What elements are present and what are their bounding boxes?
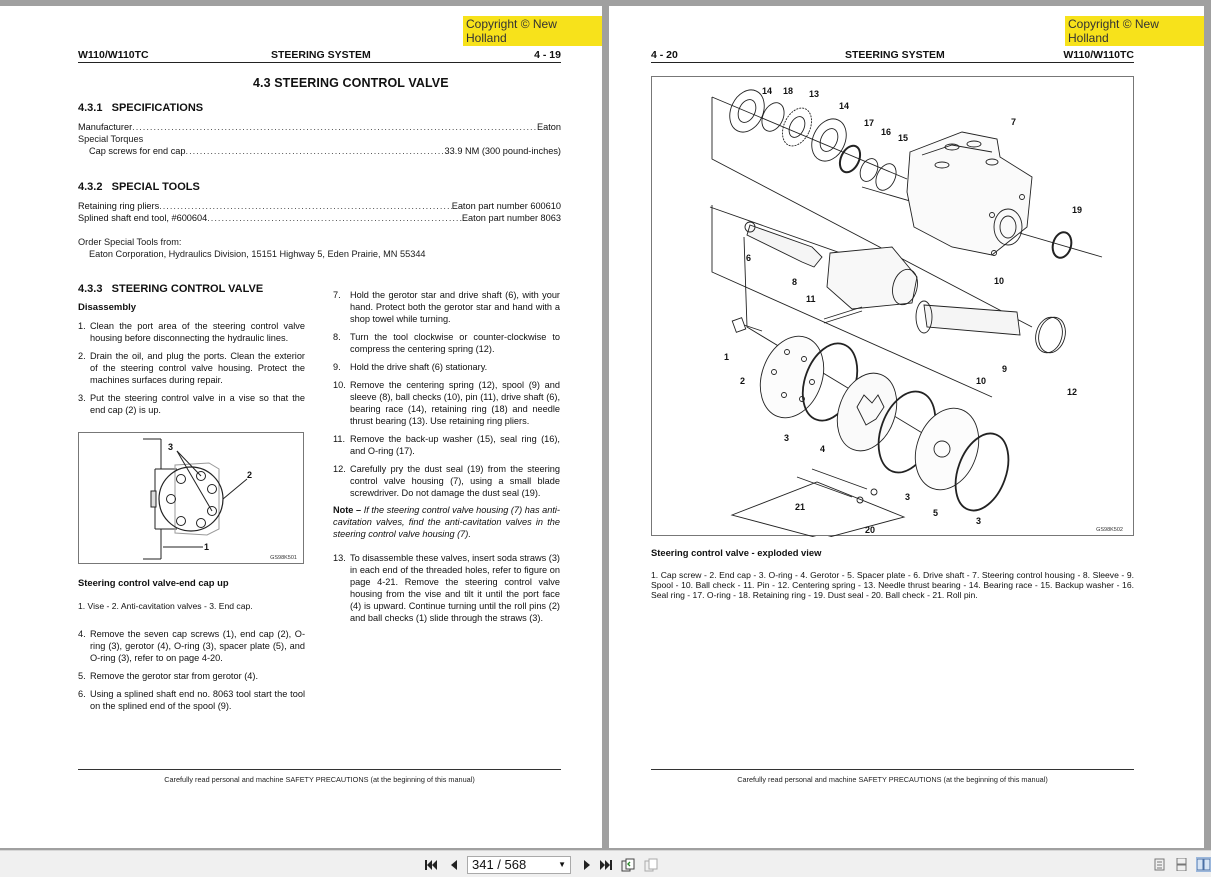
- svg-text:21: 21: [795, 502, 806, 512]
- copyright-banner: Copyright © New Holland: [463, 16, 602, 46]
- steps-7-12: 7. Hold the gerotor star and drive shaft (6), with your hand. Protect both the gerotor star and hand with a shop towel while turning. 8. Turn the tool clockwise or counter-clockwise to compress the centering spring (12). 9. Hold the drive shaft (6) stationary. 10. Remove the centering spring (12), spool (9) and sleeve (8), ball checks (10), pin (11), drive shaft (6), bearing race (14), retaining ring (18) and needle thrust bearing (13). Use retaining ring pliers. 11. Remove the back-up washer (15), seal ring (16), and O-ring (17). 12. Carefully pry the dust seal (19) from the steering control valve housing (7), using a small blade screwdriver. Do not damage the dust seal (19).: [333, 290, 560, 498]
- spec-manufacturer: Manufacturer ..... Eaton: [78, 121, 561, 133]
- first-page-button[interactable]: [423, 857, 439, 873]
- svg-text:1: 1: [724, 352, 730, 362]
- steps-13: 13. To disassemble these valves, insert soda straws (3) in each end of the threaded holes, refer to figure on page 4-21. Remove the steering control valve housing from the vise and tilt it until the port face (4) is upward. Continue turning until the roll pins (2) and ball checks (1) slide through the straws (3).: [333, 553, 560, 623]
- tool-splined-shaft: Splined shaft end tool, #600604 ..... Eaton part number 8063: [78, 212, 561, 224]
- disassembly-label: Disassembly: [78, 302, 137, 313]
- svg-text:12: 12: [1067, 387, 1078, 397]
- previous-view-icon: [621, 858, 635, 872]
- tool-retaining-ring-pliers: Retaining ring pliers ..... Eaton part number 600610: [78, 200, 561, 212]
- copyright-banner: Copyright © New Holland: [1065, 16, 1204, 46]
- footer-safety-note: Carefully read personal and machine SAFETY PRECAUTIONS (at the beginning of this manual): [737, 775, 1048, 784]
- callout-1: 1: [204, 542, 210, 552]
- header-model: W110/W110TC: [1063, 49, 1134, 61]
- step-12: Carefully pry the dust seal (19) from the steering control valve housing (7), using a small blade screwdriver. Do not damage the dust seal (19).: [350, 464, 560, 498]
- callout-3: 3: [168, 442, 174, 452]
- end-cap-diagram: [79, 433, 305, 565]
- footer-safety-note: Carefully read personal and machine SAFETY PRECAUTIONS (at the beginning of this manual): [164, 775, 475, 784]
- spec-special-torques: Special Torques: [78, 134, 144, 144]
- step-9: Hold the drive shaft (6) stationary.: [350, 362, 488, 372]
- two-page-icon: [1197, 858, 1210, 871]
- svg-text:9: 9: [1002, 364, 1008, 374]
- svg-text:2: 2: [740, 376, 746, 386]
- svg-text:7: 7: [1011, 117, 1017, 127]
- step-5: Remove the gerotor star from gerotor (4).: [90, 671, 258, 681]
- page-number-value[interactable]: 341 / 568: [472, 857, 527, 872]
- figure-caption: Steering control valve - exploded view: [651, 547, 822, 558]
- steps-1-3: 1. Clean the port area of the steering control valve housing before disconnecting the hydraulic lines. 2. Drain the oil, and plug the ports. Clean the exterior of the steering control valve housing. Protect the machines surfaces during repair. 3. Put the steering control valve in a vise so that the end cap (2) is up.: [78, 321, 305, 415]
- figure-caption: Steering control valve-end cap up: [78, 577, 229, 588]
- figure-exploded-view: [651, 76, 1134, 536]
- header-section: STEERING SYSTEM: [845, 49, 945, 61]
- figure-code: GS98K502: [1096, 527, 1123, 533]
- figure-legend: 1. Cap screw - 2. End cap - 3. O-ring - 4. Gerotor - 5. Spacer plate - 6. Drive shaft - 7. Steering control housing - 8. Sleeve - 9. Spool - 10. Ball check - 11. Pin - 12. Centering spring - 13. Needle thrust bearing - 14. Bearing race - 15. Backup washer - 16. Seal ring - 17. O-ring - 18. Retaining ring - 19. Dust seal - 20. Ball check - 21. Roll pin.: [651, 570, 1134, 600]
- continuous-page-icon: [1175, 858, 1188, 871]
- last-page-button[interactable]: [598, 857, 614, 873]
- page-header: [78, 49, 561, 63]
- page-title: 4.3 STEERING CONTROL VALVE: [253, 76, 449, 90]
- page-4-20: [609, 6, 1204, 848]
- step-8: Turn the tool clockwise or counter-clockwise to compress the centering spring (12).: [350, 332, 560, 354]
- figure-code: GS98K501: [270, 555, 297, 561]
- callout-2: 2: [247, 470, 253, 480]
- specifications-heading: 4.3.1 SPECIFICATIONS: [78, 102, 204, 114]
- step-6: Using a splined shaft end no. 8063 tool start the tool on the splined end of the spool (9).: [90, 689, 305, 711]
- svg-text:13: 13: [809, 89, 820, 99]
- page-number-input[interactable]: [467, 856, 571, 874]
- svg-text:10: 10: [976, 376, 987, 386]
- next-page-icon: [583, 860, 591, 870]
- header-section: STEERING SYSTEM: [271, 49, 371, 61]
- single-page-icon: [1153, 858, 1166, 871]
- svg-text:14: 14: [762, 86, 773, 96]
- next-view-icon: [644, 858, 658, 872]
- go-back-view-button[interactable]: [620, 857, 636, 873]
- steps-4-6: 4. Remove the seven cap screws (1), end cap (2), O-ring (3), gerotor (4), O-ring (3), spacer plate (5), and O-ring (3), refer to on page 4-20. 5. Remove the gerotor star from gerotor (4). 6. Using a splined shaft end no. 8063 tool start the tool on the splined end of the spool (9).: [78, 629, 305, 711]
- svg-text:5: 5: [933, 508, 939, 518]
- step-1: Clean the port area of the steering control valve housing before disconnecting the hydraulic lines.: [90, 321, 305, 343]
- svg-text:18: 18: [783, 86, 794, 96]
- step-13: To disassemble these valves, insert soda straws (3) in each end of the threaded holes, refer to figure on page 4-21. Remove the steering control valve housing from the vise and tilt it until the port face (4) is upward. Continue turning until the roll pins (2) and ball checks (1) slide through the straws (3).: [350, 553, 560, 623]
- footer-rule: [78, 769, 561, 770]
- step-3: Put the steering control valve in a vise so that the end cap (2) is up.: [90, 393, 305, 415]
- svg-text:16: 16: [881, 127, 892, 137]
- svg-text:14: 14: [839, 101, 850, 111]
- svg-text:6: 6: [746, 253, 752, 263]
- svg-text:4: 4: [820, 444, 826, 454]
- first-page-icon: [425, 860, 437, 870]
- single-page-view-button[interactable]: [1153, 858, 1166, 871]
- step-4: Remove the seven cap screws (1), end cap (2), O-ring (3), gerotor (4), O-ring (3), spacer plate (5), and O-ring (3), refer to on page 4-20.: [90, 629, 305, 663]
- note-anti-cavitation: Note – If the steering control valve housing (7) has anti-cavitation valves, find the anti-cavitation valves in the steering control valve housing (7).: [333, 505, 560, 539]
- svg-text:19: 19: [1072, 205, 1083, 215]
- spec-cap-screws: Cap screws for end cap ..... 33.9 NM (300 pound-inches): [89, 145, 561, 157]
- figure-end-cap-up: [78, 432, 304, 564]
- header-page-number: 4 - 19: [534, 49, 561, 61]
- figure-legend: 1. Vise - 2. Anti-cavitation valves - 3. End cap.: [78, 601, 253, 611]
- step-11: Remove the back-up washer (15), seal ring (16), and O-ring (17).: [350, 434, 560, 456]
- svg-text:3: 3: [905, 492, 911, 502]
- svg-text:10: 10: [994, 276, 1005, 286]
- previous-page-button[interactable]: [446, 857, 462, 873]
- order-tools-address: Eaton Corporation, Hydraulics Division, 15151 Highway 5, Eden Prairie, MN 55344: [89, 249, 426, 259]
- footer-rule: [651, 769, 1134, 770]
- navigation-toolbar: [0, 850, 1211, 877]
- page-header: [651, 49, 1134, 63]
- exploded-view-diagram: [652, 77, 1135, 537]
- svg-text:17: 17: [864, 118, 875, 128]
- special-tools-heading: 4.3.2 SPECIAL TOOLS: [78, 181, 200, 193]
- chevron-down-icon[interactable]: ▼: [558, 860, 566, 869]
- step-7: Hold the gerotor star and drive shaft (6), with your hand. Protect both the gerotor star and hand with a shop towel while turning.: [350, 290, 560, 324]
- continuous-view-button[interactable]: [1175, 858, 1188, 871]
- previous-page-icon: [450, 860, 458, 870]
- go-forward-view-button[interactable]: [643, 857, 659, 873]
- header-page-number: 4 - 20: [651, 49, 678, 61]
- next-page-button[interactable]: [579, 857, 595, 873]
- step-10: Remove the centering spring (12), spool (9) and sleeve (8), ball checks (10), pin (11), drive shaft (6), bearing race (14), retaining ring (18) and needle thrust bearing (13). Use retaining ring pliers.: [350, 380, 560, 426]
- step-2: Drain the oil, and plug the ports. Clean the exterior of the steering control valve housing. Protect the machines surfaces during repair.: [90, 351, 305, 385]
- svg-text:20: 20: [865, 525, 876, 535]
- steering-valve-heading: 4.3.3 STEERING CONTROL VALVE: [78, 283, 264, 295]
- last-page-icon: [600, 860, 612, 870]
- svg-text:11: 11: [806, 294, 816, 304]
- two-page-view-button[interactable]: [1196, 857, 1211, 872]
- order-tools-label: Order Special Tools from:: [78, 237, 182, 247]
- svg-text:15: 15: [898, 133, 909, 143]
- page-4-19: [0, 6, 602, 848]
- svg-text:8: 8: [792, 277, 798, 287]
- svg-text:3: 3: [784, 433, 790, 443]
- svg-text:3: 3: [976, 516, 982, 526]
- header-model: W110/W110TC: [78, 49, 149, 61]
